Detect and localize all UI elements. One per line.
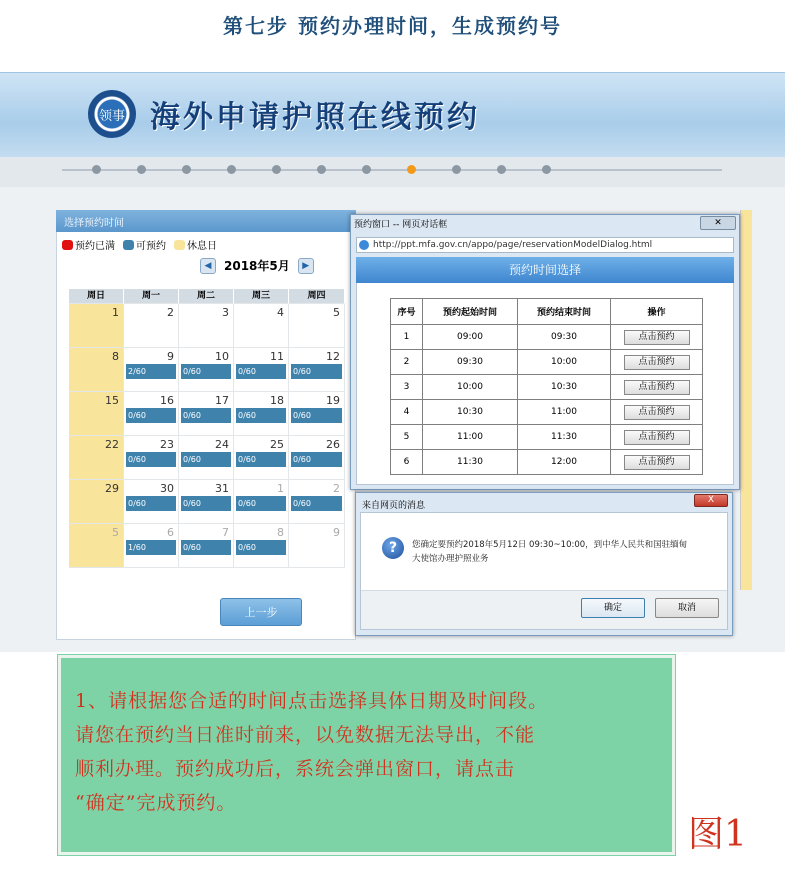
calendar-day — [289, 304, 345, 348]
day-number: 16 — [160, 394, 174, 407]
table-cell: 11:30 — [518, 425, 611, 450]
table-cell: 11:00 — [518, 400, 611, 425]
day-number: 31 — [215, 482, 229, 495]
book-slot-button[interactable]: 点击预约 — [624, 355, 690, 370]
table-cell — [611, 350, 703, 375]
table-row — [391, 425, 703, 450]
available-slot[interactable]: 0/60 — [236, 452, 286, 467]
ok-button[interactable]: 确定 — [581, 598, 645, 618]
day-number: 1 — [277, 482, 284, 495]
day-number: 23 — [160, 438, 174, 451]
step-title: 第七步 预约办理时间，生成预约号 — [223, 14, 562, 38]
day-number: 22 — [105, 438, 119, 451]
progress-step-dot — [362, 165, 371, 174]
day-number: 19 — [326, 394, 340, 407]
prev-step-button[interactable]: 上一步 — [220, 598, 302, 626]
table-cell: 4 — [391, 400, 423, 425]
table-cell — [611, 325, 703, 350]
calendar-day[interactable] — [179, 524, 234, 568]
calendar-day — [69, 304, 124, 348]
time-slot-table — [390, 298, 703, 475]
instruction-line: 顺利办理。预约成功后，系统会弹出窗口，请点击 — [75, 758, 516, 780]
month-label: 2018年5月 — [224, 259, 290, 273]
available-slot[interactable]: 0/60 — [291, 408, 342, 423]
progress-step-dot — [542, 165, 551, 174]
calendar-day[interactable] — [289, 480, 345, 524]
available-slot[interactable]: 1/60 — [126, 540, 176, 555]
table-cell: 3 — [391, 375, 423, 400]
day-number: 24 — [215, 438, 229, 451]
book-slot-button[interactable]: 点击预约 — [624, 455, 690, 470]
close-icon[interactable]: ✕ — [700, 216, 736, 230]
confirm-message: 大使馆办理护照业务 — [412, 554, 489, 564]
table-cell — [611, 400, 703, 425]
table-cell: 2 — [391, 350, 423, 375]
calendar-day[interactable] — [234, 436, 289, 480]
available-slot[interactable]: 0/60 — [181, 408, 231, 423]
weekday-header: 周一 — [124, 289, 179, 304]
available-slot[interactable]: 0/60 — [126, 452, 176, 467]
background-strip — [740, 210, 752, 590]
calendar-day[interactable] — [234, 524, 289, 568]
day-number: 2 — [167, 306, 174, 319]
calendar-day[interactable] — [234, 480, 289, 524]
day-number: 9 — [333, 526, 340, 539]
available-slot[interactable]: 0/60 — [291, 452, 342, 467]
table-cell — [611, 450, 703, 475]
calendar-day[interactable] — [179, 436, 234, 480]
available-slot[interactable]: 0/60 — [181, 452, 231, 467]
day-number: 5 — [112, 526, 119, 539]
table-cell: 11:30 — [423, 450, 518, 475]
col-header: 操作 — [611, 299, 703, 325]
available-slot[interactable]: 0/60 — [126, 496, 176, 511]
available-slot[interactable]: 0/60 — [291, 496, 342, 511]
figure-label: 图1 — [688, 814, 747, 855]
day-number: 11 — [270, 350, 284, 363]
table-cell: 12:00 — [518, 450, 611, 475]
calendar-day[interactable] — [124, 392, 179, 436]
instruction-line: “确定”完成预约。 — [75, 792, 237, 814]
calendar-day[interactable] — [179, 348, 234, 392]
progress-step-dot — [272, 165, 281, 174]
table-cell: 10:30 — [518, 375, 611, 400]
question-icon: ? — [382, 537, 404, 559]
instruction-box — [58, 655, 675, 855]
day-number: 1 — [112, 306, 119, 319]
table-row — [391, 350, 703, 375]
progress-step-dot — [137, 165, 146, 174]
weekday-header: 周三 — [234, 289, 289, 304]
calendar-day — [234, 304, 289, 348]
book-slot-button[interactable]: 点击预约 — [624, 430, 690, 445]
calendar-header: 选择预约时间 — [56, 210, 356, 232]
table-cell: 5 — [391, 425, 423, 450]
consular-logo-icon: 领事 — [88, 90, 136, 138]
available-slot[interactable]: 0/60 — [236, 408, 286, 423]
available-slot[interactable]: 0/60 — [236, 540, 286, 555]
table-cell: 11:00 — [423, 425, 518, 450]
calendar-day[interactable] — [234, 348, 289, 392]
table-row — [391, 400, 703, 425]
confirm-message: 您确定要预约2018年5月12日 09:30~10:00，到中华人民共和国驻缅甸 — [412, 540, 688, 550]
cancel-button[interactable]: 取消 — [655, 598, 719, 618]
day-number: 8 — [112, 350, 119, 363]
available-slot[interactable]: 0/60 — [236, 496, 286, 511]
table-cell: 1 — [391, 325, 423, 350]
calendar-day — [289, 524, 345, 568]
calendar-day[interactable] — [289, 348, 345, 392]
day-number: 30 — [160, 482, 174, 495]
progress-step-dot — [407, 165, 416, 174]
legend — [62, 237, 217, 252]
available-slot[interactable]: 0/60 — [236, 364, 286, 379]
calendar-day[interactable] — [124, 348, 179, 392]
calendar-grid — [69, 289, 349, 568]
calendar-day[interactable] — [289, 392, 345, 436]
progress-line — [62, 169, 722, 171]
calendar-day — [69, 348, 124, 392]
day-number: 6 — [167, 526, 174, 539]
calendar-day[interactable] — [289, 436, 345, 480]
day-number: 25 — [270, 438, 284, 451]
legend-available: 可预约 — [123, 237, 166, 252]
calendar-day — [69, 524, 124, 568]
book-slot-button[interactable]: 点击预约 — [624, 330, 690, 345]
url-bar: http://ppt.mfa.gov.cn/appo/page/reservationModelDialog.html — [356, 237, 734, 253]
book-slot-button[interactable]: 点击预约 — [624, 380, 690, 395]
calendar-day[interactable] — [234, 392, 289, 436]
day-number: 9 — [167, 350, 174, 363]
calendar-day[interactable] — [179, 392, 234, 436]
day-number: 29 — [105, 482, 119, 495]
table-cell: 10:00 — [423, 375, 518, 400]
day-number: 18 — [270, 394, 284, 407]
day-number: 2 — [333, 482, 340, 495]
progress-bar — [0, 157, 785, 187]
day-number: 8 — [277, 526, 284, 539]
table-cell: 6 — [391, 450, 423, 475]
progress-step-dot — [182, 165, 191, 174]
weekday-header: 周二 — [179, 289, 234, 304]
progress-step-dot — [317, 165, 326, 174]
table-cell: 09:30 — [423, 350, 518, 375]
day-number: 3 — [222, 306, 229, 319]
day-number: 10 — [215, 350, 229, 363]
day-number: 26 — [326, 438, 340, 451]
progress-step-dot — [227, 165, 236, 174]
available-slot[interactable]: 2/60 — [126, 364, 176, 379]
table-cell — [611, 375, 703, 400]
legend-holiday: 休息日 — [174, 237, 217, 252]
chevron-right-icon[interactable]: ▶ — [298, 258, 314, 274]
calendar-day[interactable] — [124, 480, 179, 524]
table-cell: 09:00 — [423, 325, 518, 350]
instruction-line: 请您在预约当日准时前来，以免数据无法导出，不能 — [75, 724, 536, 746]
progress-step-dot — [452, 165, 461, 174]
table-cell: 10:30 — [423, 400, 518, 425]
calendar-day — [69, 480, 124, 524]
table-row — [391, 375, 703, 400]
table-cell: 10:00 — [518, 350, 611, 375]
site-title: 海外申请护照在线预约 — [150, 100, 480, 135]
table-cell — [611, 425, 703, 450]
calendar-day[interactable] — [179, 480, 234, 524]
progress-step-dot — [497, 165, 506, 174]
day-number: 4 — [277, 306, 284, 319]
table-cell: 09:30 — [518, 325, 611, 350]
dialog-title: 预约窗口 -- 网页对话框 — [354, 220, 448, 230]
available-slot[interactable]: 0/60 — [181, 496, 231, 511]
calendar-day — [124, 304, 179, 348]
available-slot[interactable]: 0/60 — [126, 408, 176, 423]
available-slot[interactable]: 0/60 — [181, 364, 231, 379]
calendar-day — [69, 436, 124, 480]
day-number: 12 — [326, 350, 340, 363]
col-header: 序号 — [391, 299, 423, 325]
chevron-left-icon[interactable]: ◀ — [200, 258, 216, 274]
calendar-day[interactable] — [124, 436, 179, 480]
month-navigator — [200, 257, 314, 274]
close-icon[interactable]: X — [694, 494, 728, 507]
book-slot-button[interactable]: 点击预约 — [624, 405, 690, 420]
confirm-dialog-title: 来自网页的消息 — [362, 501, 426, 511]
ie-globe-icon — [359, 240, 369, 250]
dialog-heading: 预约时间选择 — [356, 257, 734, 283]
day-number: 7 — [222, 526, 229, 539]
instruction-line: 1、请根据您合适的时间点击选择具体日期及时间段。 — [75, 690, 549, 712]
calendar-day[interactable] — [124, 524, 179, 568]
legend-full: 预约已满 — [62, 237, 115, 252]
weekday-header: 周四 — [289, 289, 345, 304]
calendar-day — [69, 392, 124, 436]
col-header: 预约起始时间 — [423, 299, 518, 325]
calendar-day — [179, 304, 234, 348]
progress-step-dot — [92, 165, 101, 174]
day-number: 5 — [333, 306, 340, 319]
weekday-header: 周日 — [69, 289, 124, 304]
available-slot[interactable]: 0/60 — [181, 540, 231, 555]
day-number: 15 — [105, 394, 119, 407]
table-row — [391, 325, 703, 350]
table-row — [391, 450, 703, 475]
available-slot[interactable]: 0/60 — [291, 364, 342, 379]
col-header: 预约结束时间 — [518, 299, 611, 325]
day-number: 17 — [215, 394, 229, 407]
